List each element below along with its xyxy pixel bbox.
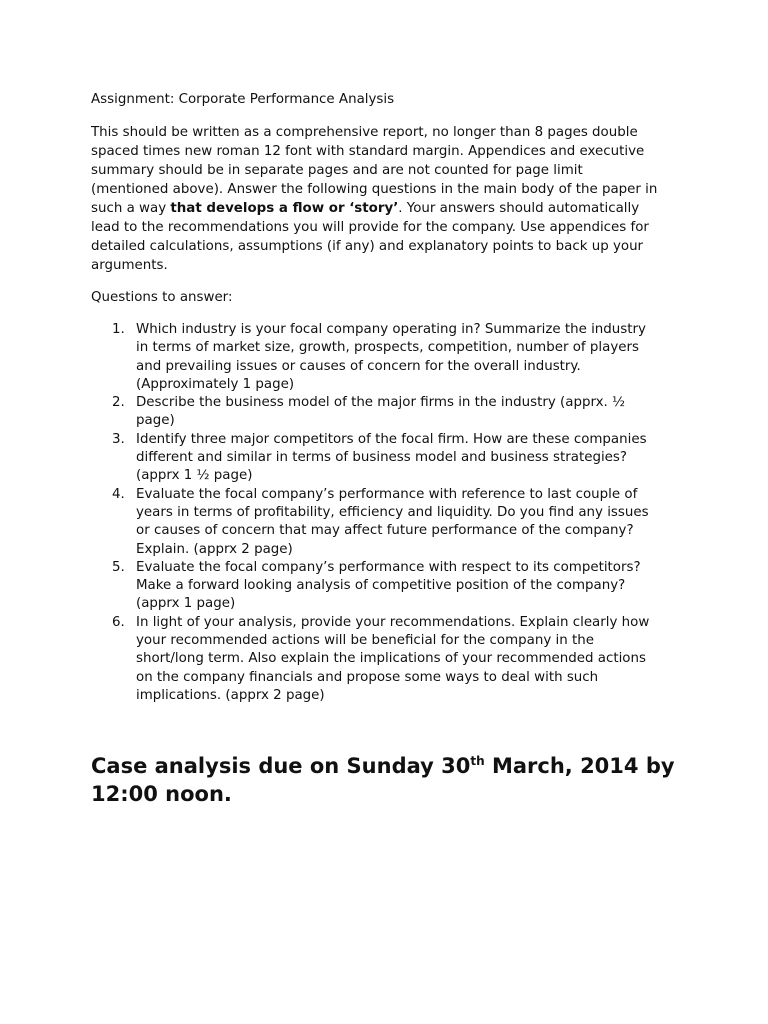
document-title: Assignment: Corporate Performance Analysis	[91, 92, 395, 107]
questions-list	[91, 321, 691, 705]
deadline-text-end: March, 2014 by 12:00 noon.	[91, 754, 675, 806]
question-number: 4.	[112, 486, 125, 502]
question-item	[91, 614, 691, 705]
intro-text-part1: This should be written as a comprehensive report, no longer than 8 pages double spaced times new roman 12 font with standard margin. Appendices and executive summary should be in separate pages and are not counted for page limit (mentioned above). Answer the following questions in the main body of the paper in such a way	[91, 125, 658, 216]
question-number: 6.	[112, 614, 125, 630]
intro-paragraph	[91, 123, 691, 275]
deadline-ordinal-suffix: th	[470, 754, 485, 768]
intro-text-part2: . Your answers should automatically lead to the recommendations you will provide for the company. Use appendices for detailed calculations, assumptions (if any) and explanatory points to back up your arguments.	[91, 201, 649, 273]
intro-emphasis: that develops a flow or ‘story’	[170, 201, 399, 216]
question-item	[91, 394, 691, 431]
question-item	[91, 431, 691, 486]
question-text: Identify three major competitors of the focal firm. How are these companies different and similar in terms of business model and business strategies? (apprx 1 ½ page)	[136, 431, 647, 484]
question-number: 1.	[112, 322, 125, 337]
question-text: Evaluate the focal company’s performance with reference to last couple of years in terms of profitability, efficiency and liquidity. Do you find any issues or causes of concern that may affect future performance of the company? Explain. (apprx 2 page)	[136, 486, 649, 557]
question-text: Evaluate the focal company’s performance with respect to its competitors? Make a forward looking analysis of competitive position of the company? (apprx 1 page)	[136, 559, 641, 612]
question-text: In light of your analysis, provide your recommendations. Explain clearly how your recommended actions will be beneficial for the company in the short/long term. Also explain the implications of your recommended actions on the company financials and propose some ways to deal with such implications. (apprx 2 page)	[136, 614, 650, 703]
questions-label: Questions to answer:	[91, 290, 233, 305]
question-item	[91, 321, 691, 394]
question-number: 2.	[112, 395, 125, 411]
question-number: 3.	[112, 431, 125, 447]
question-text: Which industry is your focal company operating in? Summarize the industry in terms of market size, growth, prospects, competition, number of players and prevailing issues or causes of concern for the overall industry. (Approximately 1 page)	[136, 322, 646, 392]
question-text: Describe the business model of the major firms in the industry (apprx. ½ page)	[136, 395, 626, 429]
deadline-text-start: Case analysis due on Sunday 30	[91, 754, 471, 778]
document-page	[91, 91, 691, 705]
question-item	[91, 486, 691, 559]
deadline-notice	[91, 752, 691, 808]
question-item	[91, 559, 691, 614]
question-number: 5.	[112, 559, 125, 575]
